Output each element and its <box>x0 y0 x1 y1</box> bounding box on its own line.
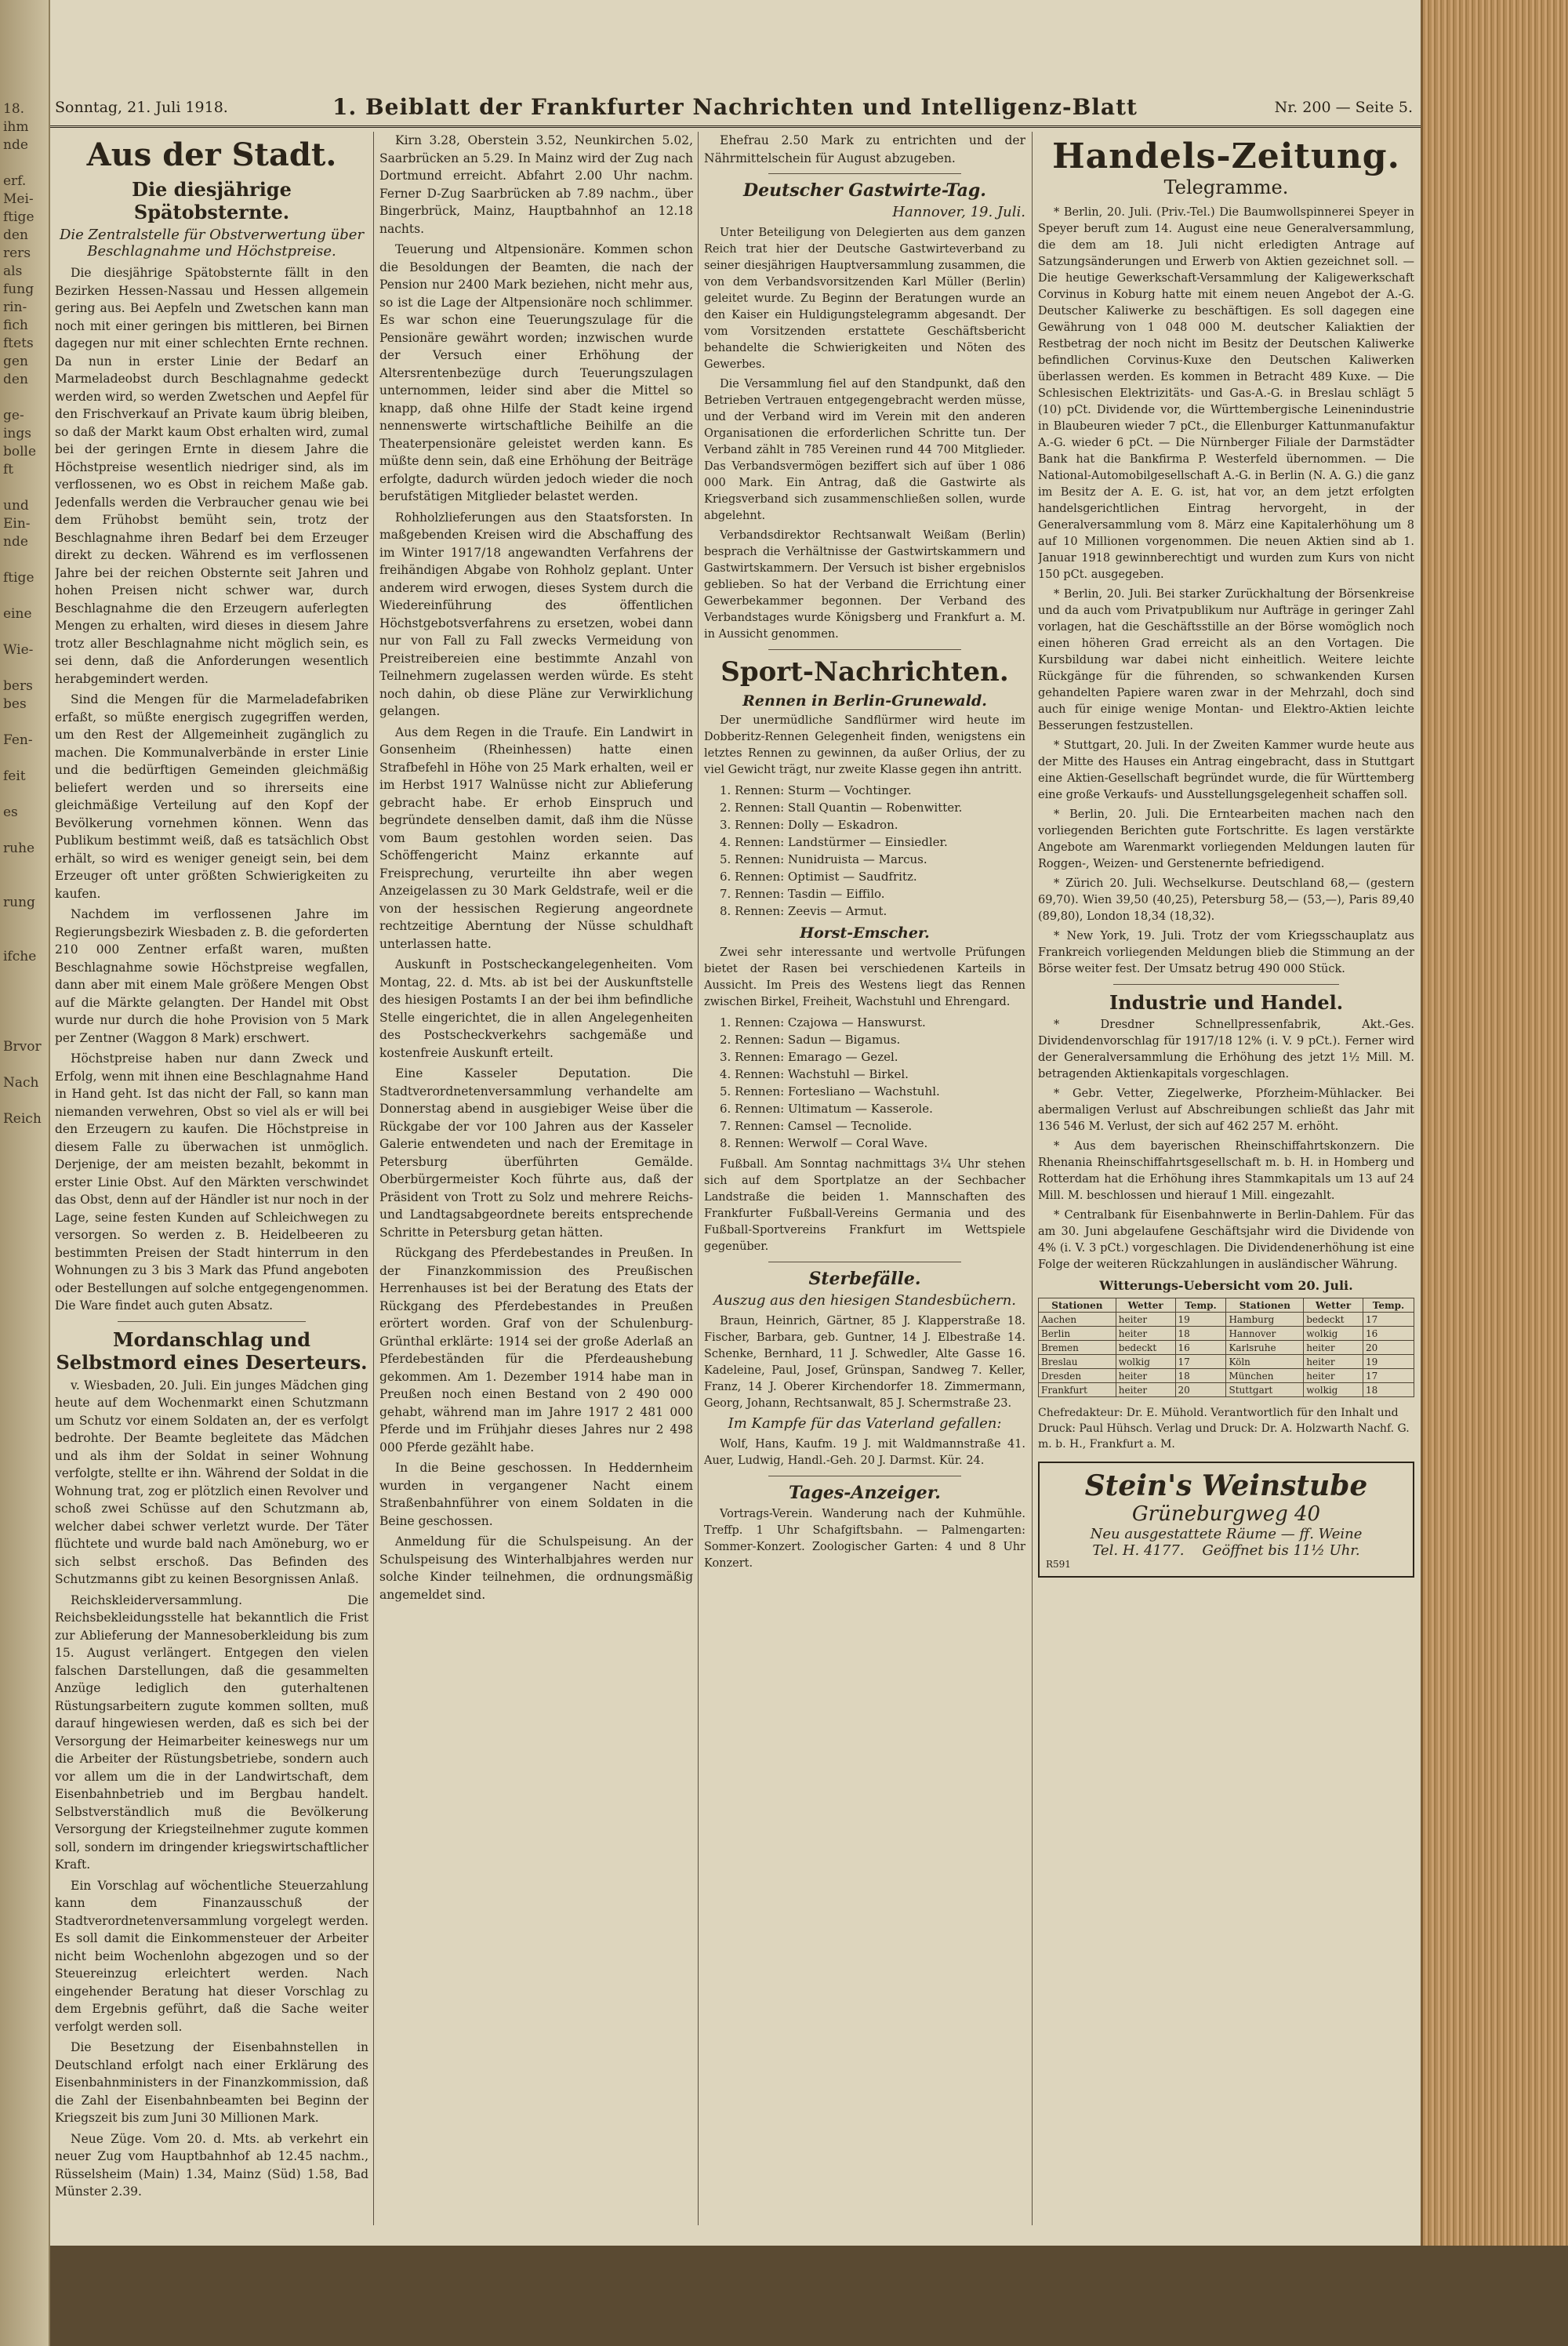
adjacent-page-fragment: Nach <box>3 1075 39 1091</box>
article-title: Rennen in Berlin-Grunewald. <box>742 692 987 710</box>
weather-cell: 17 <box>1363 1313 1414 1327</box>
race-entry: 8. Rennen: Werwolf — Coral Wave. <box>720 1136 928 1150</box>
adjacent-page-fragment <box>0 659 49 677</box>
adjacent-page-fragment: eine <box>3 606 32 622</box>
section-title: Handels-Zeitung. <box>1052 136 1400 176</box>
adjacent-page-fragment <box>0 876 49 894</box>
adjacent-page-fragment <box>0 714 49 732</box>
weather-header: Wetter <box>1116 1298 1175 1313</box>
article-paragraph: Die Besetzung der Eisenbahnstellen in Deutschland erfolgt nach einer Erklärung des Eisenbahnministers in der Finanzkommission, daß die Zahl der Eisenbahnbeamten bei Beginn der Kriegszeit bis zum Juni 30 Millionen Mark. <box>55 2040 368 2125</box>
article-text: Ehefrau 2.50 Mark zu entrichten und der Nährmittelschein für August abzugeben. <box>704 133 1025 165</box>
divider <box>768 649 961 650</box>
adjacent-page-fragment <box>0 1002 49 1020</box>
adjacent-page-fragment <box>0 479 49 497</box>
weather-cell: wolkig <box>1304 1383 1363 1397</box>
article-paragraph: Sind die Mengen für die Marmeladefabriken erfaßt, so müßte energisch zugegriffen werden, um den Rest der Allgemeinheit zugänglich zu machen. Die Kommunalverbände in erster Linie und die bedürftigen Gemeinden gleichmäßig beliefert werden und so ihrerseits eine gleichmäßige Verteilung auf den Kopf der Bevölkerung vornehmen können. Wenn das Publikum bestimmt weiß, daß es tatsächlich Obst erhält, so wird es weniger geneigt sein, bei dem Erzeuger oft unter größten Schwierigkeiten zu kaufen. <box>55 692 368 901</box>
adjacent-page-fragment: ge- <box>3 408 24 423</box>
article-body <box>379 132 693 1603</box>
race-entry: 6. Rennen: Optimist — Saudfritz. <box>720 870 917 884</box>
article-paragraph: In die Beine geschossen. In Heddernheim wurden in vergangener Nacht einem Straßenbahnführer von einem Soldaten in die Beine geschossen. <box>379 1461 693 1528</box>
adjacent-page-fragment: Brvor <box>3 1039 42 1055</box>
weather-cell: heiter <box>1116 1327 1175 1341</box>
article-paragraph: Unter Beteiligung von Delegierten aus dem ganzen Reich trat hier der Deutsche Gastwirteverband zu seiner diesjährigen Hauptversammlung zusammen, die von dem Verbandsvorsitzenden Karl Müller (Berlin) geleitet wurde. Zu Beginn der Beratungen wurde an den Kaiser ein Huldigungstelegramm abgesandt. Der vom Vorsitzenden erstattete Geschäftsbericht behandelte die Schwierigkeiten und Nöten des Gewerbes. <box>704 227 1025 371</box>
adjacent-page-fragment <box>0 154 49 172</box>
adjacent-page-fragment <box>0 587 49 605</box>
article-paragraph: Eine Kasseler Deputation. Die Stadtverordnetenversammlung verhandelte am Donnerstag abend in ausgiebiger Weise über die Rückgabe der vor 100 Jahren aus der Kasseler Galerie entwendeten und nach der Eremitage in Petersburg überführten Gemälde. Oberbürgermeister Koch führte aus, daß der Präsident von Trott zu Solz und mehrere Reichs- und Landtagsabgeordnete bereits entsprechende Schritte in Petersburg getan hätten. <box>379 1066 693 1240</box>
adjacent-page-fragment: ftige <box>3 570 34 586</box>
article-paragraph: * New York, 19. Juli. Trotz der vom Kriegsschauplatz aus Frankreich vorliegenden Meldungen blieb die Stimmung an der Börse weiter fest. Der Umsatz betrug 490 000 Stück. <box>1038 930 1414 975</box>
article-title: Horst-Emscher. <box>800 924 930 942</box>
left-page-edge <box>0 0 50 2346</box>
article-title: Die diesjährige Spätobsternte. <box>132 178 292 223</box>
article-paragraph: * Berlin, 20. Juli. (Priv.-Tel.) Die Baumwollspinnerei Speyer in Speyer beruft zum 14. August eine neue Generalversammlung, die dem am 18. Juli nicht erledigten Antrage auf Satzungsänderungen und Erwerb von Aktien gezeichnet soll. — Die heutige Gewerkschaft-Versammlung der Kaligewerkschaft Corvinus in Koburg hatte mit einem neuen Angebot der A.-G. Deutscher Kaliwerke zu beschäftigen. Es soll dagegen eine Gewährung von 1 048 000 M. deutscher Kaliaktien der Restbetrag der noch nicht im Besitz der Deutschen Kaliwerke befindlichen Corvinus-Kuxe den Deutschen Kaliwerken überlassen werden. Es kommen in Betracht 489 Kuxe. — Die Schlesischen Elektrizitäts- und Gas-A.-G. in Breslau schlägt 5 (10) pCt. Dividende vor, die Württembergische Leinenindustrie in Blaubeuren wieder 7 pCt., die Ellenburger Kattunmanufaktur A.-G. wieder 6 pCt. — Die Nürnberger Filiale der Darmstädter Bank hat die Bankfirma P. Westerfeld übernommen. — Die National-Automobilgesellschaft A.-G. in Berlin (N. A. G.) die ganz im Besitz der A. E. G. ist, hat vor, an dem jetzt erfolgten handelsgerichtlichen Eintrag hervorgeht, in der Generalversammlung vom 8. März eine Kapitalerhöhung um 8 auf 10 Millionen vorgenommen. Die neuen Aktien sind ab 1. Januar 1918 gewinnberechtigt und wurden zum Kurs von nicht 150 pCt. ausgegeben. <box>1038 206 1414 581</box>
race-entry: 8. Rennen: Zeevis — Armut. <box>720 904 887 918</box>
weather-cell: wolkig <box>1304 1327 1363 1341</box>
masthead: 1. Beiblatt der Frankfurter Nachrichten und Intelligenz-Blatt <box>332 94 1138 120</box>
adjacent-page-fragment <box>0 858 49 876</box>
adjacent-page-fragment <box>0 984 49 1002</box>
weather-cell: wolkig <box>1116 1355 1175 1369</box>
ad-address: Grüneburgweg 40 <box>1131 1502 1321 1526</box>
article-paragraph: Rohholzlieferungen aus den Staatsforsten. In maßgebenden Kreisen wird die Abschaffung des im Winter 1917/18 angewandten Verfahrens der freihändigen Abgabe von Rohholz geplant. Unter anderem wird erwogen, dieses System durch die Wiedereinführung des öffentlichen Höchstgebotsverfahrens zu ersetzen, wobei dann nur von Fall zu Fall zwecks Vermeidung von Preistreibereien eine bestimmte Anzahl von Teilnehmern zugelassen werden würde. Es steht noch dahin, ob diese Pläne zur Verwirklichung gelangen. <box>379 510 693 718</box>
weather-cell: heiter <box>1116 1369 1175 1383</box>
article-paragraph: Nachdem im verflossenen Jahre im Regierungsbezirk Wiesbaden z. B. die geforderten 210 000 Zentner erfaßt waren, mußten Beschlagnahme sowie Höchstpreise wegfallen, dann aber mit einem Male größere Mengen Obst auf die Märkte gelangten. Der Handel mit Obst wurde nur durch die hohe Provision von 5 Mark per Zentner (Waggon 8 Mark) erschwert. <box>55 907 368 1045</box>
adjacent-page-fragment <box>0 389 49 407</box>
article-body <box>1038 205 1414 978</box>
weather-cell: Berlin <box>1039 1327 1116 1341</box>
adjacent-page-fragment: fich <box>3 318 28 333</box>
issue-date: Sonntag, 21. Juli 1918. <box>55 99 228 116</box>
adjacent-page-fragment <box>0 1056 49 1074</box>
adjacent-page-fragment: rung <box>3 895 35 910</box>
article-paragraph: Teuerung und Altpensionäre. Kommen schon die Besoldungen der Beamten, die nach der Pension nur 2400 Mark beziehen, nicht mehr aus, so ist die Lage der Altpensionäre noch schlimmer. Es war schon eine Teuerungszulage für die Pensionäre gewährt worden; inzwischen wurde der Versuch einer Erhöhung der Altersrentenbezüge durch Teuerungszulagen unternommen, leider sind aber die Mittel so knapp, daß ohne Hilfe der Stadt keine irgend nennenswerte wirtschaftliche Beihilfe an die Theaterpensionäre geleistet werden kann. Es müßte denn sein, daß eine Erhöhung der Beiträge erfolgte, dadurch würden jedoch wieder die noch berufstätigen Mitglieder belastet werden. <box>379 242 693 503</box>
weather-header: Temp. <box>1175 1298 1226 1313</box>
article-paragraph: Höchstpreise haben nur dann Zweck und Erfolg, wenn mit ihnen eine Beschlagnahme Hand in Hand geht. Ist das nicht der Fall, so kann man niemanden verwehren, Obst so viel als er will bei den Erzeugern zu kaufen. Die Höchstpreise in diesem Falle zu überwachen ist unmöglich. Derjenige, der am meisten bezahlt, bekommt in erster Linie Obst. Auf den Märkten verschwindet das Obst, denn auf der Händler ist nur noch in der Lage, seine festen Kunden auf Schleichwegen zu versorgen. So werden z. B. Heidelbeeren zu bestimmten Preisen der Stadt hinterrum in den Wohnungen zu 3 bis 3 Mark das Pfund angeboten oder Bestellungen auf solche entgegengenommen. Die Ware findet auch guten Absatz. <box>55 1051 368 1313</box>
weather-cell: 19 <box>1175 1313 1226 1327</box>
weather-row <box>1039 1327 1414 1341</box>
weather-cell: 20 <box>1363 1341 1414 1355</box>
weather-cell: bedeckt <box>1116 1341 1175 1355</box>
race-entry: 5. Rennen: Fortesliano — Wachstuhl. <box>720 1084 940 1099</box>
adjacent-page-fragment: Ein- <box>3 516 31 532</box>
weather-cell: 17 <box>1363 1369 1414 1383</box>
article-paragraph: * Aus dem bayerischen Rheinschiffahrtskonzern. Die Rhenania Rheinschiffahrtsgesellschaft m. b. H. in Homberg und Rotterdam hat die Erhöhung ihres Stammkapitals um 13 auf 24 Mill. M. beschlossen und hierauf 1 Mill. eingezahlt. <box>1038 1140 1414 1202</box>
column-rule <box>373 132 374 2225</box>
adjacent-page-fragment <box>0 750 49 768</box>
divider <box>768 173 961 174</box>
adjacent-page-fragment <box>0 1020 49 1038</box>
weather-cell: Hamburg <box>1226 1313 1304 1327</box>
article-paragraph: Aus dem Regen in die Traufe. Ein Landwirt in Gonsenheim (Rheinhessen) hatte einen Strafbefehl in Höhe von 25 Mark erhalten, weil er im Herbst 1917 Walnüsse nicht zur Ablieferung gebracht habe. Er erhob Einspruch und begründete denselben damit, daß ihm die Nüsse vom Baum gestohlen worden seien. Das Schöffengericht Mainz erkannte auf Freisprechung, verurteilte ihn aber wegen Anzeigelassen zu 30 Mark Geldstrafe, weil er die von der hessischen Regierung angeordnete rechtzeitige Aberntung der Nüsse schuldhaft unterlassen hatte. <box>379 724 693 951</box>
adjacent-page-fragment: Fen- <box>3 732 33 748</box>
race-entry: 4. Rennen: Wachstuhl — Birkel. <box>720 1067 909 1081</box>
adjacent-page-fragment <box>0 551 49 569</box>
race-entry: 2. Rennen: Sadun — Bigamus. <box>720 1033 901 1047</box>
ad-phone: Tel. H. 4177. <box>1092 1542 1185 1559</box>
weather-cell: 18 <box>1363 1383 1414 1397</box>
race-entry: 4. Rennen: Landstürmer — Einsiedler. <box>720 835 948 849</box>
weather-cell: heiter <box>1304 1369 1363 1383</box>
adjacent-page-fragment <box>0 912 49 930</box>
weather-cell: 18 <box>1175 1327 1226 1341</box>
adjacent-page-fragment: ifche <box>3 949 37 964</box>
article-text: Wolf, Hans, Kaufm. 19 J. mit Waldmannstraße 41. Auer, Ludwig, Handl.-Geh. 20 J. Darmst. Kür. 24. <box>704 1438 1025 1467</box>
weather-cell: heiter <box>1116 1383 1175 1397</box>
weather-cell: München <box>1226 1369 1304 1383</box>
article-paragraph: * Centralbank für Eisenbahnwerte in Berlin-Dahlem. Für das am 30. Juni abgelaufene Geschäftsjahr wird die Dividende von 4% (i. V. 3 pCt.) vorgeschlagen. Die Dividendenerhöhung ist eine Folge der weiteren Rückzahlungen in ausländischer Währung. <box>1038 1209 1414 1271</box>
ad-slogan: Neu ausgestattete Räume — ff. Weine <box>1090 1526 1363 1542</box>
adjacent-page-fragment: ings <box>3 426 31 441</box>
article-paragraph: * Gebr. Vetter, Ziegelwerke, Pforzheim-Mühlacker. Bei abermaligen Verlust auf Abschreibungen schließt das Jahr mit 136 546 M. Verlust, der sich auf 462 257 M. erhöht. <box>1038 1088 1414 1133</box>
race-entry: 7. Rennen: Tasdin — Eiffilo. <box>720 887 885 901</box>
adjacent-page-fragment: bolle <box>3 444 37 459</box>
article-paragraph: Reichskleiderversammlung. Die Reichsbekleidungsstelle hat bekanntlich die Frist zur Ablieferung der Mannesoberkleidung bis zum 15. August verlängert. Entgegen den vielen falschen Darstellungen, daß die gesammelten Anzüge lediglich den guterhaltenen Rüstungsarbeitern zugute kommen sollten, muß darauf hingewiesen werden, daß es sich bei der Versorgung der Heimarbeiter keineswegs nur um die Arbeiter der Rüstungsbetriebe, sondern auch vor allem um die in der Landwirtschaft, dem Eisenbahnbetrieb und im Bergbau handelt. Selbstverständlich muß die Bevölkerung Versorgung der Kriegsteilnehmer zugute kommen soll, sondern im dringender kriegswirtschaftlicher Kraft. <box>55 1592 368 1872</box>
adjacent-page-fragment <box>0 822 49 840</box>
race-entry: 2. Rennen: Stall Quantin — Robenwitter. <box>720 801 963 815</box>
adjacent-page-fragment: Reich <box>3 1111 42 1127</box>
adjacent-page-fragment: bes <box>3 696 27 712</box>
adjacent-page-fragment: Wie- <box>3 642 34 658</box>
article-title: Industrie und Handel. <box>1109 991 1344 1014</box>
column-2 <box>379 132 693 2225</box>
article-body <box>704 225 1025 643</box>
adjacent-page-fragment: den <box>3 372 28 387</box>
column-1 <box>55 132 368 2225</box>
weather-cell: Breslau <box>1039 1355 1116 1369</box>
adjacent-page-fragment: Mei- <box>3 191 34 207</box>
race-entry: 3. Rennen: Emarago — Gezel. <box>720 1050 898 1064</box>
weather-cell: Stuttgart <box>1226 1383 1304 1397</box>
article-paragraph: v. Wiesbaden, 20. Juli. Ein junges Mädchen ging heute auf dem Wochenmarkt einen Schutzmann um Schutz vor einem Soldaten an, der es verfolgt bedrohte. Der Beamte begleitete das Mädchen und als ihm der Soldat in seiner Wohnung verfolgte, stellte er ihn. Während der Soldat in die Wohnung trat, zog er plötzlich einen Revolver und schoß zwei Schüsse auf den Schutzmann ab, welcher dabei schwer verletzt wurde. Der Täter flüchtete und wurde bald nach Amöneburg, wo er sich selbst erschoß. Das Befinden des Schutzmanns gibt zu keinen Besorgnissen Anlaß. <box>55 1378 368 1586</box>
adjacent-page-fragment: ihm <box>3 119 29 135</box>
column-rule <box>698 132 699 2225</box>
article-title: Telegramme. <box>1163 176 1289 198</box>
weather-cell: Hannover <box>1226 1327 1304 1341</box>
adjacent-page-fragment: gen <box>3 354 28 369</box>
weather-cell: Bremen <box>1039 1341 1116 1355</box>
article-paragraph: * Zürich 20. Juli. Wechselkurse. Deutschland 68,— (gestern 69,70). Wien 39,50 (40,25), Petersburg 58,— (53,—), Paris 89,40 (89,80), London 18,34 (18,32). <box>1038 877 1414 923</box>
article-text: Zwei sehr interessante und wertvolle Prüfungen bietet der Rasen bei verschiedenen Karteils in Aussicht. Im Preis des Westens liegt das Rennen zwischen Birkel, Freiheit, Wachstuhl und Ehrengard. <box>704 946 1025 1008</box>
advertisement <box>1038 1462 1414 1578</box>
weather-header: Stationen <box>1039 1298 1116 1313</box>
weather-row <box>1039 1355 1414 1369</box>
article-intro: Im Kampfe für das Vaterland gefallen: <box>728 1415 1002 1432</box>
column-rule <box>1032 132 1033 2225</box>
adjacent-page-fragment: fung <box>3 281 34 297</box>
article-paragraph: * Dresdner Schnellpressenfabrik, Akt.-Ges. Dividendenvorschlag für 1917/18 12% (i. V. 9 pCt.). Ferner wird der Generalversammlung die Erhöhung des jetzt 1½ Mill. M. betragenden Aktienkapitals vorgeschlagen. <box>1038 1019 1414 1080</box>
race-entry: 5. Rennen: Nunidruista — Marcus. <box>720 852 927 866</box>
weather-cell: 16 <box>1363 1327 1414 1341</box>
ad-hours: Geöffnet bis 11½ Uhr. <box>1202 1542 1360 1559</box>
article-paragraph: Die Versammlung fiel auf den Standpunkt, daß den Betrieben Vertrauen entgegengebracht werden müsse, und der Verband wird im Verein mit den anderen Organisationen die erforderlichen Schritte tun. Der Verband zählt in 785 Vereinen rund 44 700 Mitglieder. Das Verbandsvermögen beziffert sich auf über 1 086 000 Mark. Ein Antrag, daß die Gastwirte als Kriegsverband sich zusammenschließen sollen, wurde abgelehnt. <box>704 378 1025 522</box>
weather-cell: 18 <box>1175 1369 1226 1383</box>
adjacent-page-fragment <box>0 786 49 804</box>
weather-header: Temp. <box>1363 1298 1414 1313</box>
weather-cell: Karlsruhe <box>1226 1341 1304 1355</box>
weather-cell: heiter <box>1304 1355 1363 1369</box>
adjacent-page-fragment: es <box>3 804 18 820</box>
article-intro: Auszug aus den hiesigen Standesbüchern. <box>713 1292 1017 1309</box>
section-title: Aus der Stadt. <box>86 136 337 173</box>
weather-row <box>1039 1341 1414 1355</box>
imprint: Chefredakteur: Dr. E. Mühold. Verantwortlich für den Inhalt und Druck: Paul Hühsch. Verlag und Druck: Dr. A. Holzwarth Nachf. G. m. b. H., Frankfurt a. M. <box>1038 1407 1410 1451</box>
adjacent-page-fragment: nde <box>3 534 28 550</box>
race-entry: 3. Rennen: Dolly — Eskadron. <box>720 818 898 832</box>
weather-title: Witterungs-Uebersicht vom 20. Juli. <box>1099 1278 1353 1293</box>
article-paragraph: * Stuttgart, 20. Juli. In der Zweiten Kammer wurde heute aus der Mitte des Hauses ein Antrag eingebracht, dass in Stuttgart eine Aktien-Gesellschaft begründet wurde, die für Württemberg eine große Verkaufs- und Ausstellungsgelegenheit schaffen soll. <box>1038 739 1414 801</box>
ad-contact <box>1046 1542 1406 1559</box>
race-entry: 1. Rennen: Czajowa — Hanswurst. <box>720 1015 926 1030</box>
article-title: Mordanschlag und Selbstmord eines Deserteurs. <box>56 1327 368 1374</box>
article-text: Fußball. Am Sonntag nachmittags 3¼ Uhr stehen sich auf dem Sportplatze an der Sechbacher Landstraße die beiden 1. Mannschaften des Frankfurter Fußball-Vereins Germania und des Fußball-Sportvereins Frankfurt im Wettspiele gegenüber. <box>704 1158 1025 1253</box>
article-text: Vortrags-Verein. Wanderung nach der Kuhmühle. Treffp. 1 Uhr Schafgiftsbahn. — Palmengarten: Sommer-Konzert. Zoologischer Garten: 4 und 8 Uhr Konzert. <box>704 1508 1025 1570</box>
adjacent-page-fragment: 18. <box>3 101 25 117</box>
weather-cell: bedeckt <box>1304 1313 1363 1327</box>
adjacent-page-fragment: den <box>3 227 28 243</box>
adjacent-page-fragment: ft <box>3 462 14 478</box>
right-page-stack <box>1421 0 1568 2246</box>
adjacent-page-fragment: rin- <box>3 300 27 315</box>
adjacent-page-fragment: bers <box>3 678 33 694</box>
adjacent-page-fragment: nde <box>3 137 28 153</box>
page-header <box>50 93 1421 128</box>
article-body <box>1038 1017 1414 1273</box>
article-paragraph: * Berlin, 20. Juli. Die Erntearbeiten machen nach den vorliegenden Berichten gute Fortschritte. Es lagen verstärkte Angebote am Warenmarkt vorliegenden Meldungen lauten für Roggen-, Weizen- und Gerstenernte befriedigend. <box>1038 808 1414 870</box>
article-paragraph: Ein Vorschlag auf wöchentliche Steuerzahlung kann dem Finanzausschuß der Stadtverordnetenversammlung vorgelegt werden. Es soll damit die Einkommensteuer der Arbeiter nicht beim Wochenlohn abgezogen und so der Steuereinzug erleichtert werden. Nach eingehender Beratung hat dieser Vorschlag zu dem Ergebnis geführt, daß die Sache weiter verfolgt werden soll. <box>55 1878 368 2034</box>
weather-cell: Dresden <box>1039 1369 1116 1383</box>
weather-row <box>1039 1383 1414 1397</box>
race-entry: 7. Rennen: Camsel — Tecnolide. <box>720 1119 913 1133</box>
column-3 <box>704 132 1025 2225</box>
adjacent-page-fragment: und <box>3 498 29 514</box>
weather-cell: Frankfurt <box>1039 1383 1116 1397</box>
race-entry: 6. Rennen: Ultimatum — Kasserole. <box>720 1102 933 1116</box>
weather-header: Stationen <box>1226 1298 1304 1313</box>
adjacent-page-fragment <box>0 930 49 948</box>
weather-cell: heiter <box>1116 1313 1175 1327</box>
race-list <box>720 1014 1025 1152</box>
weather-cell: heiter <box>1304 1341 1363 1355</box>
ad-title: Stein's Weinstube <box>1084 1469 1368 1502</box>
ad-code: R591 <box>1046 1559 1071 1570</box>
adjacent-page-fragment: erf. <box>3 173 27 189</box>
adjacent-page-fragment <box>0 1092 49 1110</box>
article-title: Sterbefälle. <box>808 1269 921 1289</box>
article-paragraph: Rückgang des Pferdebestandes in Preußen. In der Finanzkommission des Preußischen Herrenhauses ist bei der Beratung des Etats der Rückgang des Pferdebestandes in Preußen erörtert worden. Graf von der Schulenburg-Grünthal erklärte: 1914 sei der große Aderlaß an Pferdebeständen für die Pferdeaushebung gekommen. Am 1. Dezember 1914 habe man in Preußen noch einen Bestand von 2 490 000 gehabt, während man im Jahre 1917 2 481 000 Pferde und im Frühjahr dieses Jahres nur 2 498 000 Pferde gezählt habe. <box>379 1246 693 1454</box>
weather-cell: 16 <box>1175 1341 1226 1355</box>
article-paragraph: Anmeldung für die Schulspeisung. An der Schulspeisung des Winterhalbjahres werden nur solche Kinder teilnehmen, die ordnungsmäßig angemeldet sind. <box>379 1534 693 1602</box>
adjacent-page-fragment: feit <box>3 768 26 784</box>
article-body <box>55 1377 368 2201</box>
weather-row <box>1039 1369 1414 1383</box>
article-body <box>55 264 368 1315</box>
article-text: Braun, Heinrich, Gärtner, 85 J. Klapperstraße 18. Fischer, Barbara, geb. Guntner, 14 J. Elbestraße 14. Schenke, Bernhard, 11 J. Schwedler, Alte Gasse 16. Kadeleine, Paul, Josef, Grünspan, Sandweg 7. Keller, Franz, 14 J. Oberer Kirchendorfer 18. Zimmermann, Georg, Johann, Rechtsanwalt, 85 J. Schermstraße 23. <box>704 1315 1025 1410</box>
weather-cell: 19 <box>1363 1355 1414 1369</box>
article-paragraph: * Berlin, 20. Juli. Bei starker Zurückhaltung der Börsenkreise und da auch vom Privatpublikum nur Aufträge in geringer Zahl vorlagen, hat die Geschäftsstille an der Börse womöglich noch einen höheren Grad erreicht als an den Vortagen. Die Kursbildung war dabei nicht einheitlich. Weitere leichte Rückgänge für die führenden, so schwankenden Kursen gehandelten Papiere waren zwar in der Mehrzahl, doch sind auch für einige wenige Montan- und Elektro-Aktien leichte Besserungen festzustellen. <box>1038 588 1414 732</box>
weather-cell: Köln <box>1226 1355 1304 1369</box>
article-paragraph: Neue Züge. Vom 20. d. Mts. ab verkehrt ein neuer Zug vom Hauptbahnhof ab 12.45 nachm., Rüsselsheim (Main) 1.34, Mainz (Süd) 1.58, Bad Münster 2.39. <box>55 2131 368 2199</box>
weather-cell: Aachen <box>1039 1313 1116 1327</box>
race-list <box>720 782 1025 920</box>
article-paragraph: Die diesjährige Spätobsternte fällt in den Bezirken Hessen-Nassau und Hessen allgemein gering aus. Bei Aepfeln und Zwetschen kann man noch mit einer geringen bis mittleren, bei Birnen dagegen nur mit einer schlechten Ernte rechnen. Da nun in erster Linie der Bedarf an Marmeladeobst durch Beschlagnahme gedeckt werden wird, so werden Zwetschen und Aepfel für den Frischverkauf an Private kaum übrig bleiben, so daß der Markt kaum Obst erhalten wird, zumal bei der geringen Ernte in diesem Jahre die Höchstpreise wesentlich niedriger sind, als im verflossenen, wo es Obst in reichem Maße gab. Jedenfalls werden die Verbraucher genau wie bei dem Frühobst bemüht sein, trotz der Beschlagnahme ihren Bedarf bei dem Erzeuger direkt zu decken. Während es im verflossenen Jahre bei der reichen Obsternte seit Jahren und hohen Preisen nicht schwer war, durch Beschlagnahme die den Erzeugern auferlegten Mengen zu erhalten, wird dieses in diesem Jahre trotz aller Beschlagnahme nicht möglich sein, es sei denn, daß die Anforderungen wesentlich herabgemindert werden. <box>55 266 368 686</box>
article-intro: Die Zentralstelle für Obstverwertung über Beschlagnahme und Höchstpreise. <box>59 227 365 260</box>
adjacent-page-fragment <box>0 966 49 984</box>
article-title: Tages-Anzeiger. <box>789 1483 941 1503</box>
divider <box>118 1321 306 1322</box>
article-paragraph: Kirn 3.28, Oberstein 3.52, Neunkirchen 5.02, Saarbrücken an 5.29. In Mainz wird der Zug nach Dortmund erreicht. Abfahrt 2.00 Uhr nachm. Ferner D-Zug Saarbrücken ab 7.89 nachm., über Bingerbrück, Mainz, Hauptbahnhof an 12.18 nachts. <box>379 133 693 236</box>
article-text: Der unermüdliche Sandflürmer wird heute im Dobberitz-Rennen Gelegenheit finden, wenigstens ein letztes Rennen zu gewinnen, da außer Orlius, der zu viel Gewicht trägt, nur zweite Klasse gegen ihn antritt. <box>704 714 1025 776</box>
issue-number: Nr. 200 — Seite 5. <box>1274 99 1413 116</box>
article-title: Deutscher Gastwirte-Tag. <box>743 180 986 201</box>
section-title: Sport-Nachrichten. <box>720 656 1009 688</box>
adjacent-page-fragment: rers <box>3 245 31 261</box>
weather-header: Wetter <box>1304 1298 1363 1313</box>
adjacent-page-fragment: ruhe <box>3 841 35 856</box>
adjacent-page-fragment: als <box>3 263 23 279</box>
divider <box>1113 984 1339 985</box>
dateline: Hannover, 19. Juli. <box>892 204 1025 220</box>
adjacent-page-fragment: ftige <box>3 209 34 225</box>
adjacent-page-fragment <box>0 623 49 641</box>
article-paragraph: Verbandsdirektor Rechtsanwalt Weißam (Berlin) besprach die Verhältnisse der Gastwirtskammern und Gastwirtskammern. Der Versuch ist bisher ergebnislos geblieben. So hat der Verband die Errichtung einer Gewerbekammer begonnen. Der Verband des Verbandstages wurde Königsberg und Frankfurt a. M. in Aussicht genommen. <box>704 529 1025 641</box>
weather-cell: 17 <box>1175 1355 1226 1369</box>
article-paragraph: Auskunft in Postscheckangelegenheiten. Vom Montag, 22. d. Mts. ab ist bei der Auskunftstelle des hiesigen Postamts I an der bei ihm befindliche Stelle eingerichtet, die in allen Angelegenheiten des Postscheckverkehrs sachgemäße und kostenfreie Auskunft erteilt. <box>379 957 693 1060</box>
adjacent-page-fragment: ftets <box>3 336 34 351</box>
race-entry: 1. Rennen: Sturm — Vochtinger. <box>720 783 912 797</box>
weather-row <box>1039 1313 1414 1327</box>
newspaper-sheet <box>50 0 1421 2246</box>
weather-table <box>1038 1298 1414 1397</box>
column-4 <box>1038 132 1414 2225</box>
weather-cell: 20 <box>1175 1383 1226 1397</box>
